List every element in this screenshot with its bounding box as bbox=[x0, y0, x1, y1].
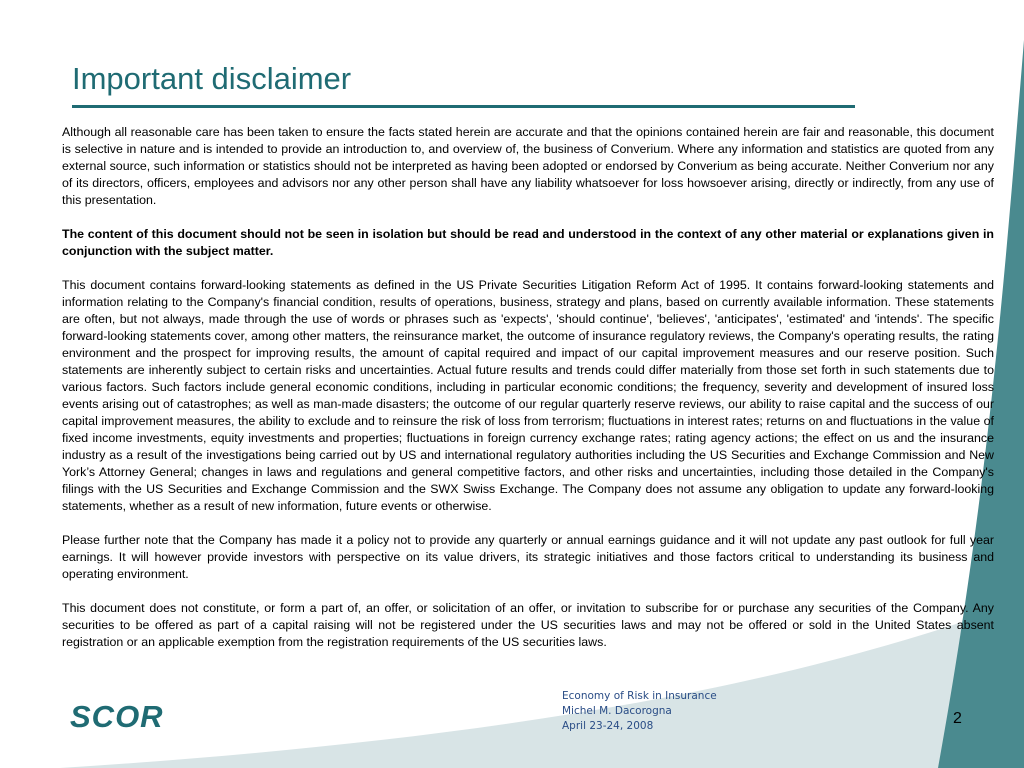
footer-event: Economy of Risk in Insurance bbox=[562, 690, 717, 702]
footer-presenter: Michel M. Dacorogna bbox=[562, 705, 672, 717]
footer-presentation-info bbox=[562, 689, 717, 734]
slide-title: Important disclaimer bbox=[72, 61, 352, 96]
footer-date: April 23-24, 2008 bbox=[562, 720, 654, 732]
page-number: 2 bbox=[953, 710, 962, 727]
svg-text:SCOR: SCOR bbox=[70, 700, 164, 732]
disclaimer-paragraph-offer: This document does not constitute, or form a part of, an offer, or solicitation of an offer, or invitation to subscribe for or purchase any securities of the Company. Any securities to be offered as part of a capital raising will not be registered under the US securities laws and may not be offered or sold in the United States absent registration or an applicable exemption from the registration requirements of the US securities laws. bbox=[62, 601, 994, 649]
disclaimer-paragraph-forward-looking: This document contains forward-looking statements as defined in the US Private Securities Litigation Reform Act of 1995. It contains forward-looking statements and information relating to the Company's financial condition, results of operations, business, strategy and plans, based on currently available information. These statements are often, but not always, made through the use of words or phrases such as 'expects', 'should continue', 'believes', 'anticipates', 'estimated' and 'intends'. The specific forward-looking statements cover, among other matters, the reinsurance market, the outcome of insurance regulatory reviews, the Company's operating results, the rating environment and the prospect for improving results, the amount of capital required and impact of our capital improvement measures and our reserve position. Such statements are inherently subject to certain risks and uncertainties. Actual future results and trends could differ materially from those set forth in such statements due to various factors. Such factors include general economic conditions, including in particular economic conditions; the frequency, severity and development of insured loss events arising out of catastrophes; as well as man-made disasters; the outcome of our regular quarterly reserve reviews, our ability to raise capital and the success of our capital improvement measures, the ability to exclude and to reinsure the risk of loss from terrorism; fluctuations in interest rates; returns on and fluctuations in the value of fixed income investments, equity investments and properties; fluctuations in foreign currency exchange rates; rating agency actions; the effect on us and the insurance industry as a result of the investigations being carried out by US and international regulatory authorities including the US Securities and Exchange Commission and New York’s Attorney General; changes in laws and regulations and general competitive factors, and other risks and uncertainties, including those detailed in the Company's filings with the US Securities and Exchange Commission and the SWX Swiss Exchange. The Company does not assume any obligation to update any forward-looking statements, whether as a result of new information, future events or otherwise. bbox=[62, 278, 994, 513]
title-divider bbox=[72, 105, 855, 108]
disclaimer-paragraph-liability: Although all reasonable care has been taken to ensure the facts stated herein are accurate and that the opinions contained herein are fair and reasonable, this document is selective in nature and is intended to provide an introduction to, and overview of, the business of Converium. Where any information and statistics are quoted from any external source, such information or statistics should not be interpreted as having been adopted or endorsed by Converium as being accurate. Neither Converium nor any of its directors, officers, employees and advisors nor any other person shall have any liability whatsoever for loss howsoever arising, directly or indirectly, from any use of this presentation. bbox=[62, 125, 994, 207]
scor-logo bbox=[70, 700, 200, 732]
disclaimer-paragraph-context: The content of this document should not be seen in isolation but should be read and understood in the context of any other material or explanations given in conjunction with the subject matter. bbox=[62, 227, 994, 258]
disclaimer-paragraph-guidance: Please further note that the Company has made it a policy not to provide any quarterly or annual earnings guidance and it will not update any past outlook for full year earnings. It will however provide investors with perspective on its value drivers, its strategic initiatives and those factors critical to understanding its business and operating environment. bbox=[62, 533, 994, 581]
disclaimer-body bbox=[62, 124, 994, 668]
